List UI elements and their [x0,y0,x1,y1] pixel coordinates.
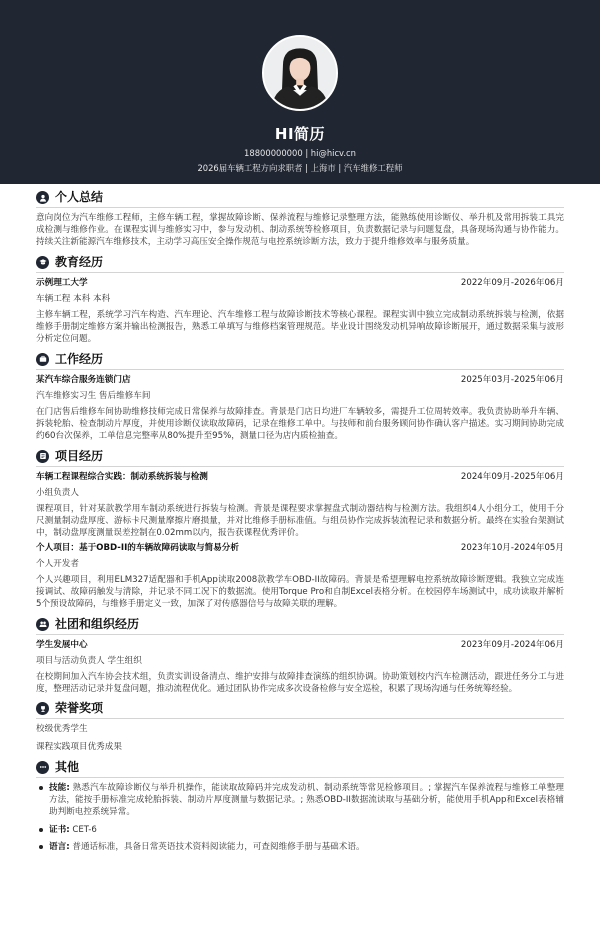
activity-entry [36,639,564,651]
education-date: 2022年09月-2026年06月 [460,277,564,288]
project-entry [36,542,564,554]
others-label: 证书: [49,824,70,835]
trophy-icon [36,702,49,715]
project-name: 车辆工程课程综合实践：制动系统拆装与检测 [36,471,208,482]
education-entry [36,277,564,289]
others-label: 技能: [49,782,70,793]
honor-item: 校级优秀学生 [36,724,88,735]
activity-text: 在校期间加入汽车协会技术组，负责实训设备清点、维护安排与故障排查演练的组织协调。协助策划校内汽车检测活动，跟进任务分工与进度，整理活动记录并复盘问题，推动流程优化。通过团队协作完成多次设备检修与安全巡检，积累了现场沟通与任务统筹经验。 [36,672,564,695]
project-entry [36,471,564,483]
portrait-photo [264,37,336,109]
avatar [262,35,338,111]
section-title: 荣誉奖项 [55,701,104,716]
work-date: 2025年03月-2025年06月 [460,374,564,385]
section-title: 个人总结 [55,189,104,204]
honor-item: 课程实践项目优秀成果 [36,741,122,752]
project-date: 2023年10月-2024年05月 [460,542,564,553]
others-list [36,782,564,853]
person-icon [36,191,49,204]
work-text: 在门店售后维修车间协助维修技师完成日常保养与故障排查。背景是门店日均进厂车辆较多，需提升工位周转效率。我负责协助举升车辆、拆装轮胎、检查制动片厚度，并使用诊断仪读取故障码，记录在维修工单中。与技师和前台服务顾问协作确认客户描述。实习期间协助完成约60台次保养，工单信息完整率从80%提升至95%，测量口径为店内质检抽查。 [36,407,564,442]
section-honors-header [36,699,564,719]
section-work-header [36,350,564,370]
organization-name: 学生发展中心 [36,639,88,650]
summary-text: 意向岗位为汽车维修工程师，主修车辆工程，掌握故障诊断、保养流程与维修记录整理方法，能熟练使用诊断仪、举升机及常用拆装工具完成检测与维修作业。在课程实训与维修实习中，参与发动机、制动系统等检修项目，负责数据记录与问题复盘，具备现场沟通与协作能力。持续关注新能源汽车维修技术，主动学习高压安全操作规范与电控系统诊断方法，致力于提升维修效率与服务质量。 [36,213,564,248]
others-item-certificates [36,824,564,836]
section-title: 工作经历 [55,351,104,366]
project-text: 个人兴趣项目，利用ELM327适配器和手机App读取2008款教学车OBD-II故障码。背景是希望理解电控系统故障诊断逻辑。我独立完成连接调试、故障码触发与清除，并记录不同工况下的数据流。使用Torque Pro和自制Excel表格分析。在校园停车场测试中，成功读取并解析5个预设故障码，与维修手册定义一致，加深了对传感器信号与故障关联的理解。 [36,575,564,610]
resume-body [0,188,600,853]
project-icon [36,450,49,463]
more-icon [36,761,49,774]
work-entry [36,374,564,386]
section-title: 其他 [55,759,80,774]
education-text: 主修车辆工程，系统学习汽车构造、汽车理论、汽车维修工程与故障诊断技术等核心课程。课程实训中独立完成制动系统拆装与检测，依据维修手册制定维修方案并输出检测报告，熟悉工单填写与维修档案管理规范。毕业设计围绕发动机异响故障诊断展开，通过数据采集与波形分析定位问题。 [36,310,564,345]
job-intent: 2026届车辆工程方向求职者 | 上海市 | 汽车维修工程师 [197,163,403,173]
contact-info: 18800000000 | hi@hicv.cn [244,148,356,158]
section-title: 教育经历 [55,254,104,269]
section-title: 社团和组织经历 [55,616,140,631]
resume-header [0,0,600,184]
section-projects-header [36,447,564,467]
others-label: 语言: [49,841,70,852]
others-text: CET-6 [72,824,97,835]
section-others-header [36,758,564,778]
others-text: 普通话标准，具备日常英语技术资料阅读能力，可查阅维修手册与基础术语。 [72,841,365,852]
group-icon [36,618,49,631]
project-role: 小组负责人 [36,487,79,498]
others-item-skills [36,782,564,819]
section-education-header [36,253,564,273]
project-text: 课程项目，针对某款教学用车制动系统进行拆装与检测。背景是课程要求掌握盘式制动器结构与检测方法。我组织4人小组分工，使用千分尺测量制动盘厚度、游标卡尺测量摩擦片磨损量，并对比维修手册标准值。与组员协作完成拆装流程记录和数据分析。最终在实验台架测试中，制动盘厚度测量误差控制在0.02mm以内，报告获课程优秀评价。 [36,504,564,539]
others-text: 熟悉汽车故障诊断仪与举升机操作，能读取故障码并完成发动机、制动系统等常见检修项目。; 掌握汽车保养流程与维修工单整理方法，能按手册标准完成轮胎拆装、制动片厚度测量与数据记录。; 熟悉OBD-II数据流读取与基础分析，能使用手机App和Excel表格辅助判断电控系统异常。 [49,782,564,818]
others-item-languages [36,841,564,853]
candidate-name: HI简历 [274,125,326,143]
section-title: 项目经历 [55,448,104,463]
project-name: 个人项目：基于OBD-II的车辆故障码读取与简易分析 [36,542,239,553]
activity-role: 项目与活动负责人 学生组织 [36,655,142,666]
company-name: 某汽车综合服务连锁门店 [36,374,131,385]
project-date: 2024年09月-2025年06月 [460,471,564,482]
activity-date: 2023年09月-2024年06月 [460,639,564,650]
work-role: 汽车维修实习生 售后维修车间 [36,390,151,401]
graduation-cap-icon [36,256,49,269]
education-major: 车辆工程 本科 本科 [36,293,111,304]
section-activities-header [36,615,564,635]
project-role: 个人开发者 [36,558,79,569]
school-name: 示例理工大学 [36,277,88,288]
briefcase-icon [36,353,49,366]
section-summary-header [36,188,564,208]
